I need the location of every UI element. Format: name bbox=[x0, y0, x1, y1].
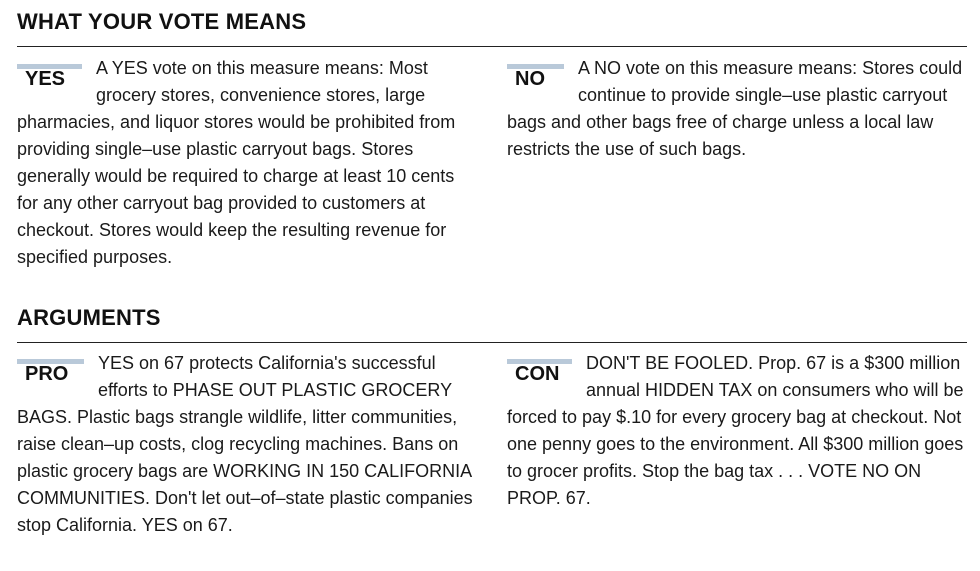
yes-badge: YES bbox=[17, 64, 82, 92]
no-badge: NO bbox=[507, 64, 564, 92]
yes-vote-block bbox=[17, 55, 479, 271]
yes-vote-text: A YES vote on this measure means: Most grocery stores, convenience stores, large pharmacies, and liquor stores would be prohibited from providing single–use plastic carryout bags. Stores generally would be required to charge at least 10 cents for any other carryout bag provided to customers at checkout. Stores would keep the resulting revenue for specified purposes. bbox=[17, 58, 456, 267]
arguments-section-divider bbox=[17, 342, 967, 343]
vote-section-title: WHAT YOUR VOTE MEANS bbox=[17, 9, 307, 34]
con-argument-text: DON'T BE FOOLED. Prop. 67 is a $300 million annual HIDDEN TAX on consumers who will be forced to pay $.10 for every grocery bag at checkout. Not one penny goes to the environment. All $300 million goes to grocer profits. Stop the bag tax . . . VOTE NO ON PROP. 67. bbox=[507, 353, 964, 508]
no-vote-block bbox=[507, 55, 969, 163]
pro-argument-text: YES on 67 protects California's successful efforts to PHASE OUT PLASTIC GROCERY BAGS. Plastic bags strangle wildlife, litter communities, raise clean–up costs, clog recycling machines. Bans on plastic grocery bags are WORKING IN 150 CALIFORNIA COMMUNITIES. Don't let out–of–state plastic companies stop California. YES on 67. bbox=[17, 353, 473, 535]
pro-argument-block bbox=[17, 350, 479, 539]
pro-badge: PRO bbox=[17, 359, 84, 387]
no-vote-text: A NO vote on this measure means: Stores could continue to provide single–use plastic carryout bags and other bags free of charge unless a local law restricts the use of such bags. bbox=[507, 58, 963, 159]
con-argument-block bbox=[507, 350, 969, 512]
vote-section-divider bbox=[17, 46, 967, 47]
arguments-section-title: ARGUMENTS bbox=[17, 305, 161, 330]
con-badge: CON bbox=[507, 359, 572, 387]
